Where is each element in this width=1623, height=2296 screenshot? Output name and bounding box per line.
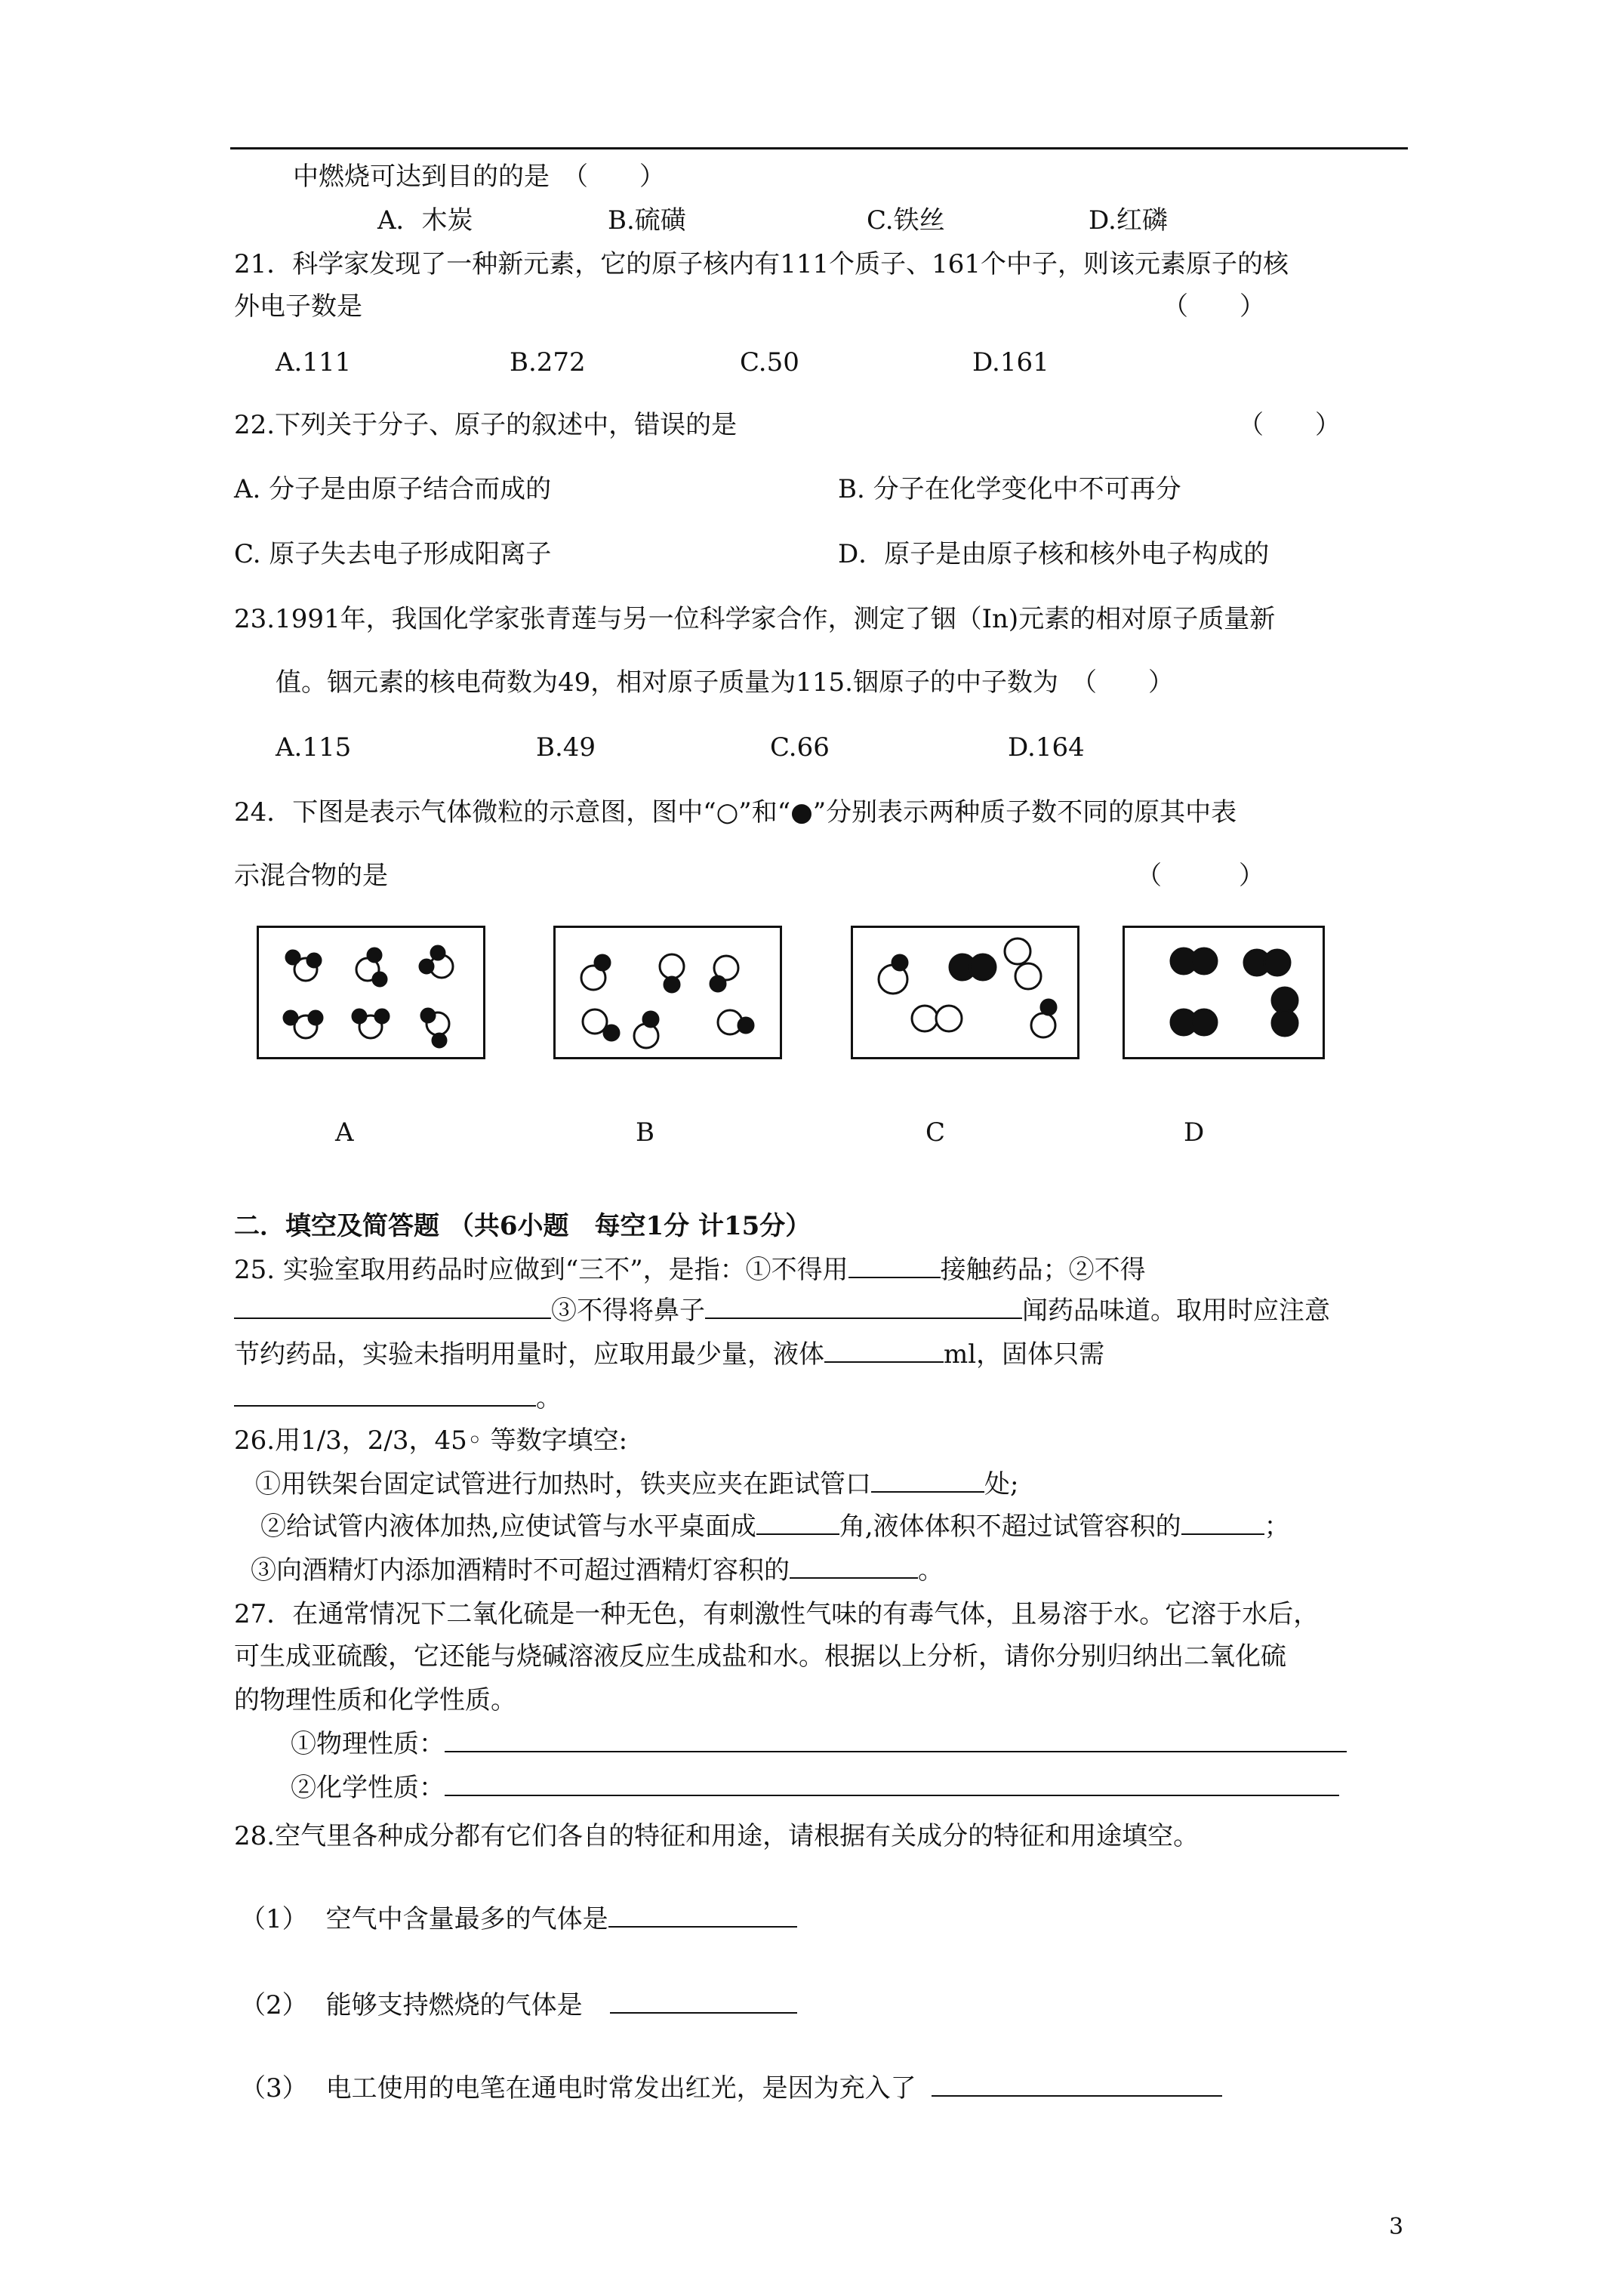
q25-line3 bbox=[234, 1338, 1104, 1371]
q25-blank-2[interactable] bbox=[234, 1295, 551, 1319]
box-b-molecule bbox=[710, 956, 738, 991]
q25-blank-3[interactable] bbox=[705, 1295, 1022, 1319]
q25-blank-4[interactable] bbox=[824, 1339, 944, 1363]
q23-option-c: C.66 bbox=[770, 732, 830, 763]
q28-blank-2[interactable] bbox=[610, 1996, 797, 2014]
page-number: 3 bbox=[1389, 2214, 1404, 2240]
q25-text-5: 节约药品，实验未指明用量时，应取用最少量，液体 bbox=[234, 1339, 824, 1370]
q26-blank-4[interactable] bbox=[790, 1555, 918, 1579]
q26-item-2-end: ； bbox=[1264, 1512, 1290, 1542]
q22-option-b: B. 分子在化学变化中不可再分 bbox=[838, 474, 1181, 504]
q22-option-d: D．原子是由原子核和核外电子构成的 bbox=[838, 539, 1270, 569]
q28-stem: 28.空气里各种成分都有它们各自的特征和用途，请根据有关成分的特征和用途填空。 bbox=[234, 1821, 1200, 1851]
box-a-molecule bbox=[420, 946, 453, 978]
section-2-title: 二．填空及简答题 （共6小题 每空1分 计15分） bbox=[234, 1211, 812, 1241]
q20-option-d: D.红磷 bbox=[1089, 205, 1168, 236]
figure-label-a: A bbox=[335, 1117, 354, 1148]
q25-blank-1[interactable] bbox=[848, 1254, 941, 1278]
q21-line1: 21．科学家发现了一种新元素，它的原子核内有111个质子、161个中子，则该元素原子的核 bbox=[234, 249, 1289, 279]
box-b-molecule bbox=[634, 1012, 658, 1048]
q26-item-3 bbox=[251, 1554, 944, 1587]
box-b-molecule bbox=[583, 1009, 619, 1040]
q27-physical-blank[interactable] bbox=[445, 1728, 1347, 1752]
q28-item-1 bbox=[240, 1903, 797, 1936]
q25-line1 bbox=[234, 1253, 1146, 1287]
q26-item-1-end: 处; bbox=[984, 1469, 1019, 1499]
q21-line2: 外电子数是 bbox=[234, 291, 362, 322]
q27-chemical bbox=[291, 1771, 1339, 1804]
q23-line1: 23.1991年，我国化学家张青莲与另一位科学家合作，测定了铟（In)元素的相对原子质量新 bbox=[234, 604, 1276, 634]
box-b-molecule bbox=[718, 1010, 753, 1034]
box-c-molecule bbox=[879, 955, 907, 994]
q21-option-c: C.50 bbox=[740, 347, 799, 378]
q28-item-2 bbox=[240, 1989, 797, 2022]
q25-text-6: ml，固体只需 bbox=[944, 1339, 1105, 1370]
q26-item-3-text: ③向酒精灯内添加酒精时不可超过酒精灯容积的 bbox=[251, 1555, 790, 1586]
box-d-molecule bbox=[1171, 1009, 1217, 1035]
box-d-molecule bbox=[1272, 988, 1298, 1036]
q26-item-2-text: ②给试管内液体加热,应使试管与水平桌面成 bbox=[260, 1512, 756, 1542]
figure-label-d: D bbox=[1184, 1117, 1205, 1148]
q25-blank-5[interactable] bbox=[234, 1382, 536, 1407]
q26-item-2-mid: 角,液体体积不超过试管容积的 bbox=[839, 1512, 1181, 1542]
q25-text-2: 接触药品；②不得 bbox=[940, 1255, 1146, 1285]
q27-physical-label: ①物理性质： bbox=[291, 1729, 445, 1759]
box-b-molecule bbox=[581, 955, 610, 990]
q25-text-1: 25. 实验室取用药品时应做到“三不”，是指：①不得用 bbox=[234, 1255, 848, 1285]
q25-text-4: 闻药品味道。取用时应注意 bbox=[1022, 1296, 1330, 1326]
q24-paren: （ ） bbox=[1136, 861, 1264, 891]
q27-chemical-label: ②化学性质： bbox=[291, 1773, 445, 1803]
q20-stem: 中燃烧可达到目的的是 （ ） bbox=[293, 162, 665, 192]
q28-blank-3[interactable] bbox=[932, 2079, 1222, 2097]
q28-blank-1[interactable] bbox=[608, 1909, 797, 1928]
box-c-molecule bbox=[1031, 1000, 1056, 1037]
q28-item-3 bbox=[240, 2072, 1222, 2105]
q27-line1: 27．在通常情况下二氧化硫是一种无色，有刺激性气味的有毒气体，且易溶于水。它溶于水后， bbox=[234, 1599, 1320, 1629]
q27-line3: 的物理性质和化学性质。 bbox=[234, 1685, 516, 1715]
q23-option-d: D.164 bbox=[1008, 732, 1085, 763]
q21-paren: （ ） bbox=[1163, 291, 1265, 322]
q21-option-a: A.111 bbox=[276, 347, 352, 378]
box-d-molecule bbox=[1171, 948, 1217, 974]
q25-line2 bbox=[234, 1294, 1330, 1327]
q27-chemical-blank[interactable] bbox=[445, 1772, 1339, 1796]
box-c-molecule bbox=[912, 1006, 962, 1031]
q23-option-b: B.49 bbox=[536, 732, 596, 763]
q26-blank-2[interactable] bbox=[756, 1511, 839, 1535]
q24-line2: 示混合物的是 bbox=[234, 861, 388, 891]
q26-item-1-text: ①用铁架台固定试管进行加热时，铁夹应夹在距试管口 bbox=[255, 1469, 871, 1499]
q28-item-1-num: （1） bbox=[240, 1904, 308, 1934]
q20-option-b: B.硫磺 bbox=[608, 205, 686, 236]
box-b-molecule bbox=[660, 954, 684, 992]
q24-line1: 24．下图是表示气体微粒的示意图，图中“○”和“●”分别表示两种质子数不同的原其中表 bbox=[234, 797, 1237, 827]
box-a-molecule bbox=[353, 1009, 389, 1038]
q21-option-b: B.272 bbox=[510, 347, 586, 378]
q25-text-3: ③不得将鼻子 bbox=[551, 1296, 705, 1326]
q28-item-2-num: （2） bbox=[240, 1990, 308, 2020]
box-a-molecule bbox=[286, 951, 321, 981]
q26-blank-1[interactable] bbox=[871, 1469, 984, 1493]
q28-item-3-text: 电工使用的电笔在通电时常发出红光，是因为充入了 bbox=[325, 2073, 916, 2103]
q28-item-1-text: 空气中含量最多的气体是 bbox=[325, 1904, 608, 1934]
q22-option-c: C. 原子失去电子形成阳离子 bbox=[234, 539, 552, 569]
box-a-molecule bbox=[284, 1011, 322, 1038]
q22-stem: 22.下列关于分子、原子的叙述中，错误的是 bbox=[234, 410, 738, 440]
box-c-molecule bbox=[1005, 938, 1041, 989]
box-c-molecule bbox=[950, 954, 996, 980]
box-d-molecule bbox=[1244, 950, 1290, 975]
q27-line2: 可生成亚硫酸，它还能与烧碱溶液反应生成盐和水。根据以上分析，请你分别归纳出二氧化硫 bbox=[234, 1641, 1286, 1672]
q21-option-d: D.161 bbox=[972, 347, 1049, 378]
q27-physical bbox=[291, 1727, 1347, 1761]
q25-line4 bbox=[234, 1382, 562, 1415]
q23-option-a: A.115 bbox=[276, 732, 352, 763]
q28-item-2-text: 能够支持燃烧的气体是 bbox=[325, 1990, 583, 2020]
q28-item-3-num: （3） bbox=[240, 2073, 308, 2103]
q26-blank-3[interactable] bbox=[1181, 1511, 1264, 1535]
q25-text-7: 。 bbox=[536, 1383, 562, 1413]
figure-label-c: C bbox=[925, 1117, 946, 1148]
q26-item-2 bbox=[260, 1510, 1290, 1543]
box-a-molecule bbox=[421, 1009, 449, 1047]
figure-label-b: B bbox=[636, 1117, 654, 1148]
q22-option-a: A. 分子是由原子结合而成的 bbox=[234, 474, 552, 504]
q23-line2: 值。铟元素的核电荷数为49，相对原子质量为115.铟原子的中子数为 （ ） bbox=[276, 667, 1174, 698]
q26-item-3-end: 。 bbox=[918, 1555, 944, 1586]
q20-option-c: C.铁丝 bbox=[867, 205, 945, 236]
box-a-molecule bbox=[356, 948, 387, 986]
q20-option-a: A．木炭 bbox=[377, 205, 473, 236]
q26-item-1 bbox=[255, 1468, 1018, 1501]
q22-paren: （ ） bbox=[1238, 410, 1341, 440]
q26-stem: 26.用1/3，2/3，45◦ 等数字填空: bbox=[234, 1425, 628, 1456]
